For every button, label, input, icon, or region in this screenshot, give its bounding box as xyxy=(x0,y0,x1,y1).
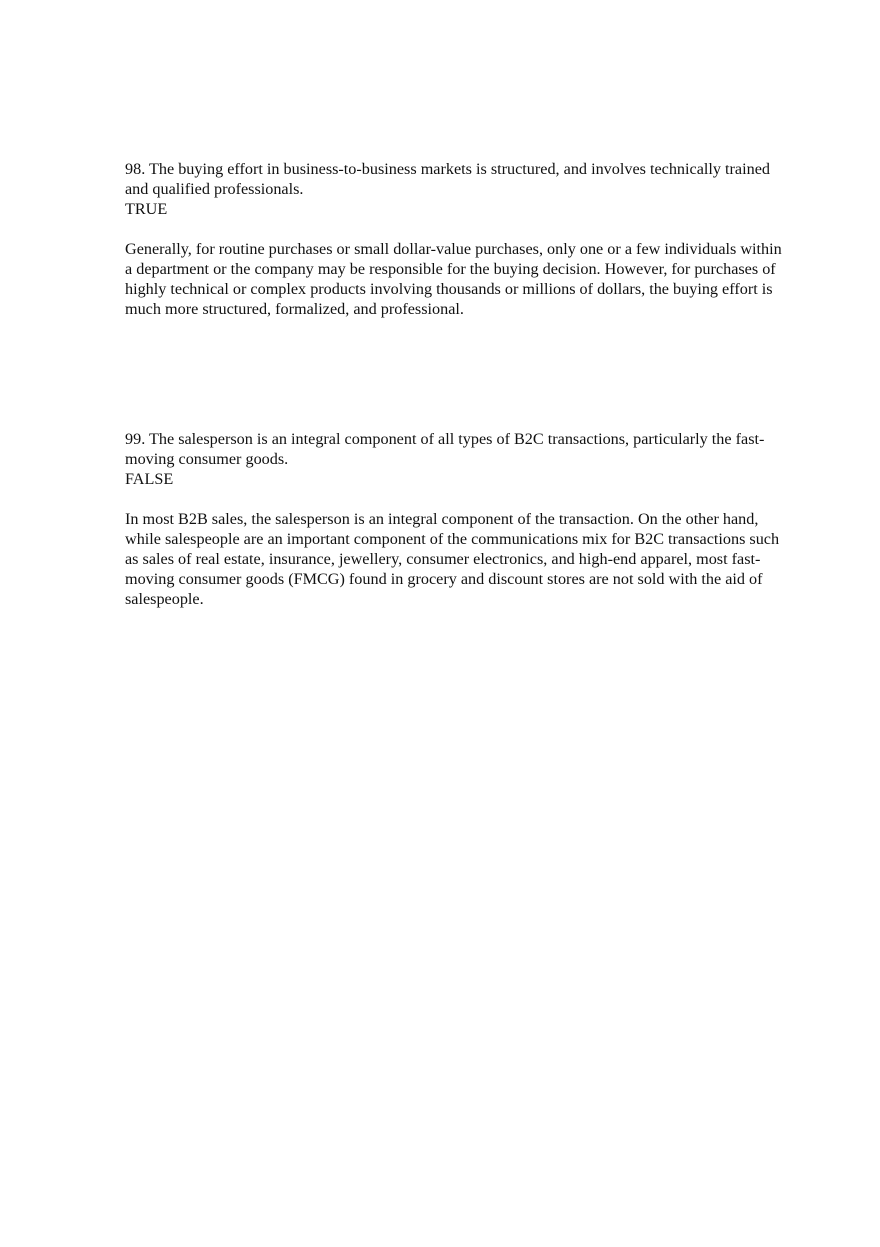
question-text: 98. The buying effort in business-to-business markets is structured, and involves technically trained and qualified professionals. xyxy=(125,160,770,198)
explanation-text: Generally, for routine purchases or small dollar-value purchases, only one or a few individuals within a department or the company may be responsible for the buying decision. However, for purchases of highly technical or complex products involving thousands or millions of dollars, the buying effort is much more structured, formalized, and professional. xyxy=(125,240,782,318)
question-block-98 xyxy=(125,159,785,319)
explanation-text: In most B2B sales, the salesperson is an integral component of the transaction. On the other hand, while salespeople are an important component of the communications mix for B2C transactions such as sales of real estate, insurance, jewellery, consumer electronics, and high-end apparel, most fast-moving consumer goods (FMCG) found in grocery and discount stores are not sold with the aid of salespeople. xyxy=(125,510,780,608)
answer-text: TRUE xyxy=(125,200,168,218)
question-text: 99. The salesperson is an integral component of all types of B2C transactions, particularly the fast-moving consumer goods. xyxy=(125,430,765,468)
question-block-99 xyxy=(125,429,785,609)
answer-text: FALSE xyxy=(125,470,174,488)
